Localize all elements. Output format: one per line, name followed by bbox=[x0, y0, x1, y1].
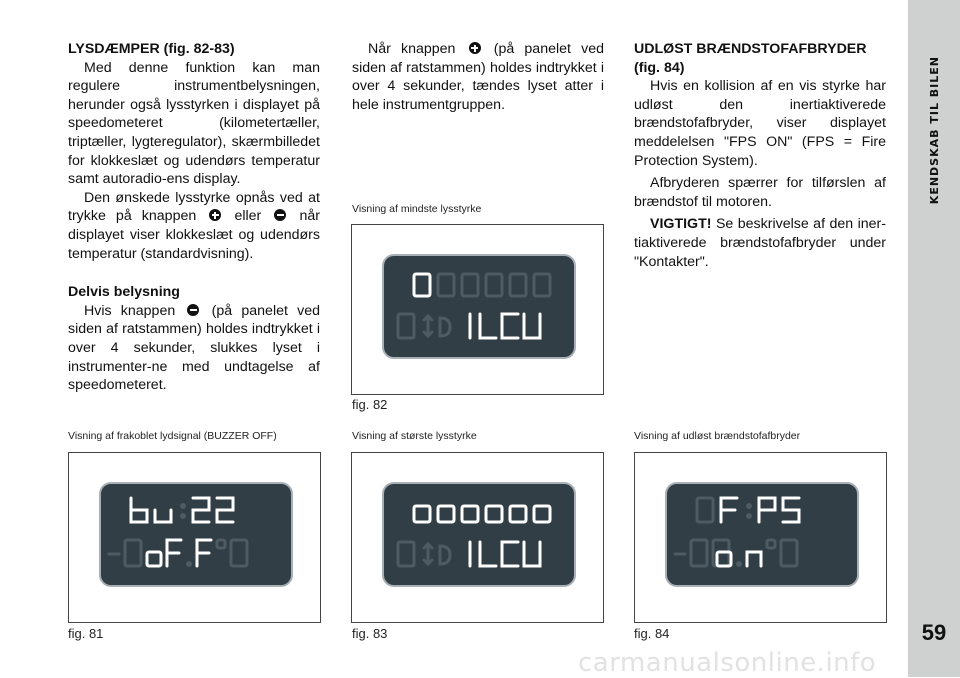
warning-label: VIGTIGT! bbox=[650, 216, 712, 233]
section-heading-udlost: UDLØST BRÆNDSTOFAFBRYDER (fig. 84) bbox=[634, 41, 867, 76]
plus-circle-icon bbox=[209, 209, 221, 221]
section-heading-lysdaemper: LYSDÆMPER (fig. 82-83) bbox=[68, 41, 235, 57]
figure-label-83: fig. 83 bbox=[352, 626, 388, 641]
figure-caption-84: Visning af udløst brændstofafbryder bbox=[634, 430, 801, 442]
lcd-display-graphic bbox=[667, 484, 853, 581]
chapter-title: KENDSKAB TIL BILEN bbox=[927, 55, 941, 205]
figure-label-81: fig. 81 bbox=[68, 626, 104, 641]
figure-caption-83: Visning af største lysstyrke bbox=[352, 430, 477, 442]
figure-84 bbox=[634, 452, 887, 623]
figure-83 bbox=[351, 452, 604, 623]
column-2 bbox=[352, 40, 604, 114]
figure-caption-82: Visning af mindste lysstyrke bbox=[352, 203, 482, 215]
figure-label-82: fig. 82 bbox=[352, 397, 388, 412]
watermark: carmanualsonline.info bbox=[578, 648, 877, 678]
figure-label-84: fig. 84 bbox=[634, 626, 670, 641]
minus-circle-icon bbox=[274, 209, 286, 221]
plus-circle-icon bbox=[469, 42, 481, 54]
section-heading-delvis-belysning: Delvis belysning bbox=[68, 284, 180, 301]
paragraph: Hvis knappen (på panelet ved siden af ratstammen) holdes indtrykket i over 4 sekunder, slukkes lyset i instrumenter-ne med undtagelse af speedometeret. bbox=[68, 302, 321, 394]
lcd-display-graphic bbox=[384, 256, 570, 353]
minus-circle-icon bbox=[187, 304, 199, 316]
lcd-display-graphic bbox=[101, 484, 287, 581]
column-3 bbox=[634, 40, 886, 271]
paragraph: VIGTIGT! Se beskrivelse af den iner-tiaktiverede brændstofafbryder under "Kontakter". bbox=[634, 216, 886, 270]
paragraph: Den ønskede lysstyrke opnås ved at trykke på knappen eller når displayet viser klokkeslæt og udendørs temperatur (standardvisning). bbox=[68, 189, 320, 262]
figure-caption-81: Visning af frakoblet lydsignal (BUZZER OFF) bbox=[68, 430, 277, 442]
paragraph: Når knappen (på panelet ved siden af ratstammen) holdes indtrykket i over 4 sekunder, tændes lyset atter i hele instrumentgruppen. bbox=[352, 41, 604, 113]
figure-81 bbox=[68, 452, 321, 623]
paragraph: Hvis en kollision af en vis styrke har udløst den inertiaktiverede brændstofafbryder, viser displayet meddelelsen "FPS ON" (FPS = Fire Protection System). bbox=[634, 78, 886, 169]
figure-82 bbox=[351, 224, 604, 395]
page-number: 59 bbox=[921, 620, 947, 645]
column-1 bbox=[68, 40, 320, 395]
paragraph: Afbryderen spærrer for tilførslen af brændstof til motoren. bbox=[634, 175, 886, 210]
lcd-display-graphic bbox=[384, 484, 570, 581]
paragraph: Med denne funktion kan man regulere instrumentbelysningen, herunder også lysstyrken i displayet på speedometeret (kilometertæller, triptæller, lygteregulator), skærmbilledet for klokkeslæt og udendørs temperatur samt autoradio-ens display. bbox=[68, 59, 320, 188]
